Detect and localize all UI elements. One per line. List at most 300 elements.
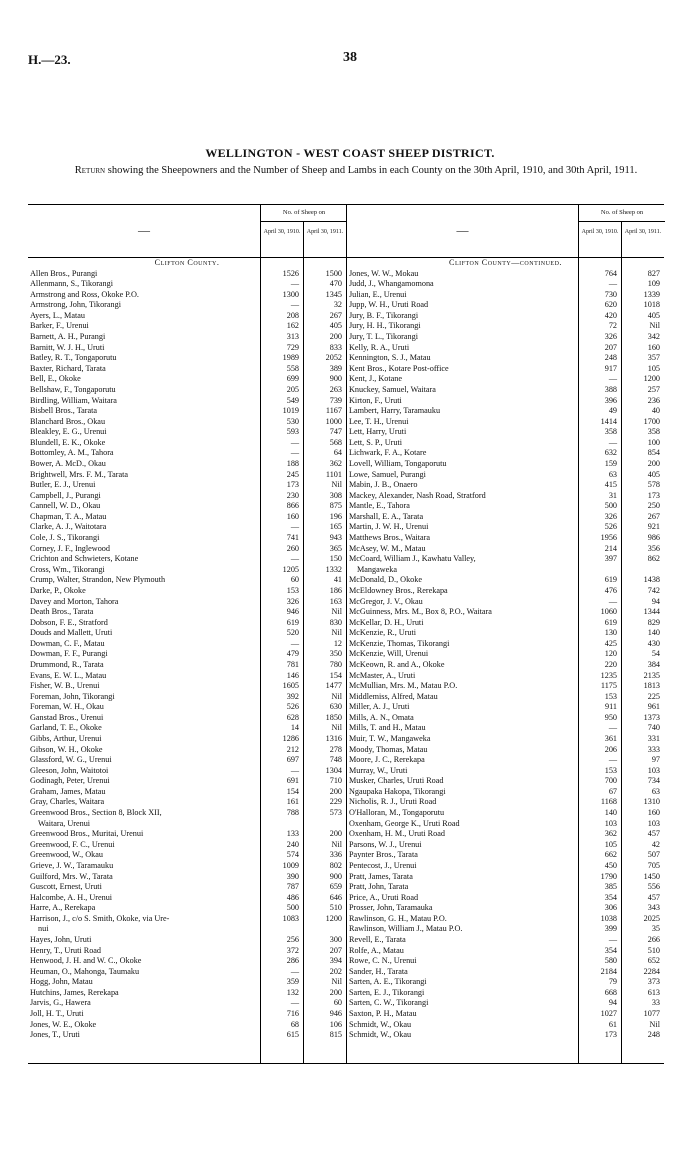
owner-name: Dowman, C. F., Matau xyxy=(30,638,105,648)
sheep-1910: — xyxy=(290,522,299,532)
group-header: No. of Sheep on xyxy=(578,205,665,222)
table-row xyxy=(347,755,664,766)
owner-name: Parsons, W. J., Urenui xyxy=(349,839,422,849)
sheep-1910: 2184 xyxy=(600,966,617,976)
sheep-1910: 49 xyxy=(608,406,617,416)
owner-name: Cross, Wm., Tikorangi xyxy=(30,564,105,574)
table-row xyxy=(347,861,664,872)
sheep-1910: — xyxy=(290,448,299,458)
sheep-1910: 133 xyxy=(286,829,299,839)
table-row xyxy=(347,321,664,332)
sheep-1910: 153 xyxy=(604,765,617,775)
table-row xyxy=(347,480,664,491)
sheep-1910: 188 xyxy=(286,458,299,468)
sheep-1910: 153 xyxy=(604,691,617,701)
sheep-1911: 384 xyxy=(647,659,660,669)
table-row xyxy=(28,861,346,872)
table-row xyxy=(347,977,664,988)
sheep-1911: 1000 xyxy=(325,416,342,426)
sheep-1910: — xyxy=(290,554,299,564)
sheep-1910: — xyxy=(290,300,299,310)
owner-name: Jupp, W. H., Uruti Road xyxy=(349,300,429,310)
sheep-1910: 362 xyxy=(604,829,617,839)
page-number: 38 xyxy=(343,50,357,65)
sheep-1911: 1332 xyxy=(325,564,342,574)
sheep-1911: 60 xyxy=(333,998,342,1008)
table-row xyxy=(347,745,664,756)
owner-name: Blanchard Bros., Okau xyxy=(30,416,106,426)
sheep-1910: 1286 xyxy=(282,734,299,744)
sheep-1910: 1956 xyxy=(600,533,617,543)
sheep-1911: 921 xyxy=(647,522,660,532)
owner-name: Lowe, Samuel, Purangi xyxy=(349,469,426,479)
table-row xyxy=(28,797,346,808)
table-row xyxy=(347,353,664,364)
sheep-1910: 950 xyxy=(604,712,617,722)
sheep-1910: 79 xyxy=(608,977,617,987)
sheep-1910: 173 xyxy=(286,480,299,490)
subtitle-text: showing the Sheepowners and the Number of Sheep and Lambs in each County on the 30th April, 1910, and 30th April, 1911. xyxy=(105,165,638,176)
table-row xyxy=(28,977,346,988)
sheep-1910: 520 xyxy=(286,628,299,638)
owner-name: Jones, T., Uruti xyxy=(30,1030,80,1040)
sheep-1911: 200 xyxy=(647,458,660,468)
sheep-1911: 140 xyxy=(647,628,660,638)
sheep-1911: 405 xyxy=(329,321,342,331)
table-row xyxy=(28,903,346,914)
table-row xyxy=(28,723,346,734)
sheep-1911: 250 xyxy=(647,501,660,511)
owner-name: Martin, J. W. H., Urenui xyxy=(349,522,429,532)
sheep-1910: 476 xyxy=(604,585,617,595)
sheep-1911: 266 xyxy=(647,935,660,944)
sheep-1910: 260 xyxy=(286,543,299,553)
sheep-1910: 619 xyxy=(604,575,617,585)
table-row xyxy=(347,734,664,745)
table-row xyxy=(28,745,346,756)
county-heading xyxy=(28,258,346,269)
sheep-1911: 41 xyxy=(333,575,342,585)
owner-name: Cole, J. S., Tikorangi xyxy=(30,533,100,543)
sheep-1911: 263 xyxy=(329,384,342,394)
table-row xyxy=(347,988,664,999)
sheep-1910: 764 xyxy=(604,268,617,278)
sheep-1911: 613 xyxy=(647,987,660,997)
table-row xyxy=(28,713,346,724)
table-row xyxy=(28,829,346,840)
sheep-1911: 457 xyxy=(647,829,660,839)
table-row xyxy=(28,808,346,819)
owner-name: Jury, B. F., Tikorangi xyxy=(349,310,419,320)
table-row xyxy=(347,448,664,459)
table-row xyxy=(347,671,664,682)
sheep-1911: 267 xyxy=(329,310,342,320)
sheep-1910: 866 xyxy=(286,501,299,511)
owner-name: McCoard, William J., Kawhatu Valley, xyxy=(349,554,476,564)
table-row xyxy=(347,776,664,787)
sheep-1910: 1168 xyxy=(600,797,617,807)
sheep-1910: 1027 xyxy=(600,1009,617,1019)
table-row xyxy=(347,459,664,470)
sheep-1911: 1373 xyxy=(643,712,660,722)
table-row xyxy=(28,406,346,417)
sheep-1910: 1038 xyxy=(600,913,617,923)
sheep-1911: 343 xyxy=(647,903,660,913)
owner-name: McGuinness, Mrs. M., Box 8, P.O., Waitara xyxy=(349,607,492,617)
table-row xyxy=(347,618,664,629)
table-row xyxy=(28,269,346,280)
owner-name: Jones, W. W., Mokau xyxy=(349,268,419,278)
sheep-1911: 200 xyxy=(329,987,342,997)
owner-name: Gibson, W. H., Okoke xyxy=(30,744,103,754)
owner-name: McDonald, D., Okoke xyxy=(349,575,422,585)
sheep-1910: 1790 xyxy=(600,871,617,881)
table-row xyxy=(28,512,346,523)
owner-name: Drummond, R., Tarata xyxy=(30,659,104,669)
sheep-1911: 94 xyxy=(651,596,660,606)
sheep-1910: — xyxy=(608,935,617,944)
sheep-1911: 2025 xyxy=(643,913,660,923)
sheep-1910: — xyxy=(608,596,617,606)
table-row xyxy=(28,946,346,957)
sheep-1911: 365 xyxy=(329,543,342,553)
county-heading xyxy=(347,258,664,269)
sheep-1910: 628 xyxy=(286,712,299,722)
table-row xyxy=(28,480,346,491)
sheep-1911: 200 xyxy=(329,829,342,839)
sheep-1910: 662 xyxy=(604,850,617,860)
sheep-1910: 67 xyxy=(608,786,617,796)
sheep-1910: 911 xyxy=(605,702,617,712)
table-row xyxy=(28,702,346,713)
sheep-1910: 946 xyxy=(286,607,299,617)
sheep-1910: 354 xyxy=(604,945,617,955)
sheep-1911: 1304 xyxy=(325,765,342,775)
sheep-1910: 359 xyxy=(286,977,299,987)
sheep-1910: 420 xyxy=(604,310,617,320)
owner-name: Blundell, E. K., Okoke xyxy=(30,437,106,447)
owner-name: Murray, W., Uruti xyxy=(349,765,408,775)
table-row xyxy=(28,597,346,608)
table-header-left xyxy=(28,205,346,258)
sheep-1911: 507 xyxy=(647,850,660,860)
table-row xyxy=(28,533,346,544)
table-header-right xyxy=(347,205,664,258)
sheep-1910: 160 xyxy=(286,511,299,521)
owner-name: McKenzie, Will, Urenui xyxy=(349,649,429,659)
owner-name: Kelly, R. A., Uruti xyxy=(349,342,410,352)
sheep-1911: 64 xyxy=(333,448,342,458)
sheep-1911: 358 xyxy=(647,427,660,437)
sheep-1911: 780 xyxy=(329,659,342,669)
sheep-1910: 208 xyxy=(286,310,299,320)
sheep-1911: 2052 xyxy=(325,353,342,363)
sheep-1911: 740 xyxy=(647,723,660,733)
owner-name: Joll, H. T., Uruti xyxy=(30,1009,84,1019)
owner-name: Oxenham, H. M., Uruti Road xyxy=(349,829,445,839)
sheep-1911: 900 xyxy=(329,871,342,881)
table-row xyxy=(347,787,664,798)
table-row xyxy=(28,417,346,428)
table-row xyxy=(28,755,346,766)
sheep-1911: 630 xyxy=(329,702,342,712)
owner-name: Corney, J. F., Inglewood xyxy=(30,543,110,553)
table-row xyxy=(28,353,346,364)
sheep-1910: 358 xyxy=(604,427,617,437)
table-row xyxy=(347,702,664,713)
sheep-1910: 214 xyxy=(604,543,617,553)
table-row xyxy=(347,279,664,290)
owner-name: Crump, Walter, Strandon, New Plymouth xyxy=(30,575,166,585)
sheep-1911: 568 xyxy=(329,437,342,447)
owner-name: Guscott, Ernest, Uruti xyxy=(30,882,102,892)
table-row xyxy=(28,850,346,861)
sheep-1910: 1019 xyxy=(282,406,299,416)
sheep-1910: — xyxy=(290,279,299,289)
sheep-1910: 397 xyxy=(604,554,617,564)
table-row xyxy=(28,681,346,692)
owner-name: Kent Bros., Kotare Post-office xyxy=(349,363,449,373)
sheep-1910: 620 xyxy=(604,300,617,310)
table-row xyxy=(28,565,346,576)
table-row xyxy=(28,321,346,332)
sheep-1911: 747 xyxy=(329,427,342,437)
owner-name: Death Bros., Tarata xyxy=(30,607,94,617)
sheep-1910: 729 xyxy=(286,342,299,352)
table-row xyxy=(28,893,346,904)
owner-name: Pentecost, J., Urenui xyxy=(349,860,417,870)
owner-name: Lett, Harry, Uruti xyxy=(349,427,407,437)
table-row xyxy=(347,935,664,946)
table-row xyxy=(28,840,346,851)
owner-name: Lovell, William, Tongaporutu xyxy=(349,458,447,468)
owner-name: Mills, T. and H., Matau xyxy=(349,723,426,733)
sheep-1911: 356 xyxy=(647,543,660,553)
owner-name: Barnett, A. H., Purangi xyxy=(30,332,106,342)
sheep-1911: 202 xyxy=(329,966,342,976)
owner-name: Kent, J., Kotane xyxy=(349,374,402,384)
sheep-1911: Nil xyxy=(331,691,342,701)
sheep-1911: 710 xyxy=(329,776,342,786)
sheep-1910: 730 xyxy=(604,289,617,299)
sheep-1910: 526 xyxy=(286,702,299,712)
table-row xyxy=(347,872,664,883)
owner-name: Baxter, Richard, Tarata xyxy=(30,363,106,373)
table-row xyxy=(347,470,664,481)
table-row xyxy=(28,459,346,470)
sheep-1911: Nil xyxy=(649,321,660,331)
table-row xyxy=(347,924,664,935)
owner-name: Kennington, S. J., Matau xyxy=(349,353,431,363)
sheep-1911: 109 xyxy=(647,279,660,289)
sheep-1910: 206 xyxy=(604,744,617,754)
sheep-1910: 161 xyxy=(286,797,299,807)
owner-name: Schmidt, W., Okau xyxy=(349,1019,412,1029)
owner-name: Miller, A. J., Uruti xyxy=(349,702,410,712)
sheep-1910: 716 xyxy=(286,1009,299,1019)
sheep-1910: 399 xyxy=(604,924,617,934)
sheep-1911: 1316 xyxy=(325,734,342,744)
sheep-1910: 205 xyxy=(286,384,299,394)
owner-name: nui xyxy=(38,924,49,934)
owner-name: Evans, E. W. L., Matau xyxy=(30,670,107,680)
sheep-1911: 652 xyxy=(647,956,660,966)
table-row xyxy=(347,427,664,438)
owner-name: Chapman, T. A., Matau xyxy=(30,511,107,521)
owner-name: Greenwood Bros., Section 8, Block XII, xyxy=(30,808,162,818)
table-row xyxy=(347,522,664,533)
table-row xyxy=(28,427,346,438)
table-row xyxy=(347,311,664,322)
sheep-1910: 392 xyxy=(286,691,299,701)
table-row xyxy=(28,924,346,935)
table-row xyxy=(28,522,346,533)
sheep-1910: 549 xyxy=(286,395,299,405)
sheep-1910: 256 xyxy=(286,935,299,944)
sheep-1910: — xyxy=(608,723,617,733)
table-row xyxy=(347,797,664,808)
table-row xyxy=(347,829,664,840)
owner-name: Douds and Mallett, Uruti xyxy=(30,628,113,638)
owner-name: Harrison, J., c/o S. Smith, Okoke, via Ure- xyxy=(30,913,170,923)
sheep-1911: 510 xyxy=(647,945,660,955)
sheep-1911: Nil xyxy=(331,628,342,638)
owner-name: Judd, J., Whangamomona xyxy=(349,279,434,289)
sheep-1911: 1700 xyxy=(643,416,660,426)
owner-name: McMaster, A., Uruti xyxy=(349,670,416,680)
sheep-1910: 390 xyxy=(286,871,299,881)
owner-name: McGregor, J. V., Okau xyxy=(349,596,423,606)
name-column-header: — xyxy=(456,223,469,237)
sheep-1911: 742 xyxy=(647,585,660,595)
sheep-1911: 248 xyxy=(647,1030,660,1040)
sheep-1910: 220 xyxy=(604,659,617,669)
subtitle-lead: Return xyxy=(74,165,106,176)
owner-name: Bellshaw, F., Tongaporutu xyxy=(30,384,116,394)
sheep-1910: 313 xyxy=(286,332,299,342)
sheep-1911: 833 xyxy=(329,342,342,352)
sheep-1911: 961 xyxy=(647,702,660,712)
owner-name: Allenmann, S., Tikorangi xyxy=(30,279,114,289)
table-row xyxy=(28,1020,346,1031)
owner-name: Paynter Bros., Tarata xyxy=(349,850,418,860)
sheep-1910: 63 xyxy=(608,469,617,479)
table-row xyxy=(347,850,664,861)
sheep-1911: 748 xyxy=(329,755,342,765)
owner-name: Matthews Bros., Waitara xyxy=(349,533,431,543)
sheep-1911: 1344 xyxy=(643,607,660,617)
table-row xyxy=(347,946,664,957)
sheep-1911: 1339 xyxy=(643,289,660,299)
table-row xyxy=(28,554,346,565)
owner-name: Birdling, William, Waitara xyxy=(30,395,117,405)
table-row xyxy=(28,998,346,1009)
sheep-1911: 2135 xyxy=(643,670,660,680)
sheep-1911: 103 xyxy=(647,765,660,775)
owner-name: Armstrong, John, Tikorangi xyxy=(30,300,121,310)
sheep-1910: 917 xyxy=(604,363,617,373)
sheep-1911: 207 xyxy=(329,945,342,955)
sheep-1911: 342 xyxy=(647,332,660,342)
sheep-1911: 405 xyxy=(647,310,660,320)
sheep-1910: 1235 xyxy=(600,670,617,680)
table-row xyxy=(347,998,664,1009)
table-row xyxy=(28,692,346,703)
table-row xyxy=(28,649,346,660)
sheep-1910: 787 xyxy=(286,882,299,892)
table-row xyxy=(28,332,346,343)
table-row xyxy=(28,607,346,618)
sheep-1910: 1605 xyxy=(282,681,299,691)
table-row xyxy=(28,914,346,925)
owner-name: Mantle, E., Tahora xyxy=(349,501,410,511)
sheep-1910: — xyxy=(290,998,299,1008)
table-row xyxy=(347,438,664,449)
owner-name: Dowman, F. F., Purangi xyxy=(30,649,108,659)
owner-name: Armstrong and Ross, Okoke P.O. xyxy=(30,289,139,299)
table-row xyxy=(347,343,664,354)
sheep-1910: 372 xyxy=(286,945,299,955)
owner-name: Crichton and Schwieters, Kotane xyxy=(30,554,139,564)
sheep-1910: 326 xyxy=(286,596,299,606)
owner-name: Allen Bros., Purangi xyxy=(30,268,98,278)
table-row xyxy=(347,893,664,904)
owner-name: Ganstad Bros., Urenui xyxy=(30,712,104,722)
sheep-1910: — xyxy=(608,755,617,765)
table-row xyxy=(347,300,664,311)
sheep-1911: 12 xyxy=(333,638,342,648)
sheep-1910: 326 xyxy=(604,511,617,521)
sheep-1910: 741 xyxy=(286,533,299,543)
owner-name: Garland, T. E., Okoke xyxy=(30,723,102,733)
sheep-1911: 362 xyxy=(329,458,342,468)
table-row xyxy=(347,512,664,523)
sheep-1911: 350 xyxy=(329,649,342,659)
table-row xyxy=(28,988,346,999)
table-row xyxy=(28,385,346,396)
sheep-1910: 212 xyxy=(286,744,299,754)
sheep-1910: 500 xyxy=(604,501,617,511)
sheep-1911: Nil xyxy=(331,607,342,617)
group-header: No. of Sheep on xyxy=(260,205,347,222)
table-row xyxy=(28,819,346,830)
sheep-1911: 33 xyxy=(651,998,660,1008)
owner-name: Marshall, E. A., Tarata xyxy=(349,511,424,521)
sheep-1911: 165 xyxy=(329,522,342,532)
sheep-1911: 336 xyxy=(329,850,342,860)
sheep-1911: 1477 xyxy=(325,681,342,691)
sheep-1910: 354 xyxy=(604,892,617,902)
owner-name: Lett, S. P., Uruti xyxy=(349,437,402,447)
owner-name: Guilford, Mrs. W., Tarata xyxy=(30,871,113,881)
owner-name: Clarke, A. J., Waitotara xyxy=(30,522,107,532)
table-row xyxy=(347,649,664,660)
sheep-1911: 357 xyxy=(647,353,660,363)
sheep-1911: 573 xyxy=(329,808,342,818)
sheep-1911: 308 xyxy=(329,490,342,500)
sheep-1910: 486 xyxy=(286,892,299,902)
sheep-1910: 781 xyxy=(286,659,299,669)
sheep-1910: 580 xyxy=(604,956,617,966)
sheep-1911: 173 xyxy=(647,490,660,500)
sheep-1911: 457 xyxy=(647,892,660,902)
table-row xyxy=(28,374,346,385)
sheep-1910: 697 xyxy=(286,755,299,765)
table-row xyxy=(347,406,664,417)
owner-name: Lichwark, F. A., Kotare xyxy=(349,448,427,458)
sheep-1911: 1077 xyxy=(643,1009,660,1019)
sheep-1910: 326 xyxy=(604,332,617,342)
